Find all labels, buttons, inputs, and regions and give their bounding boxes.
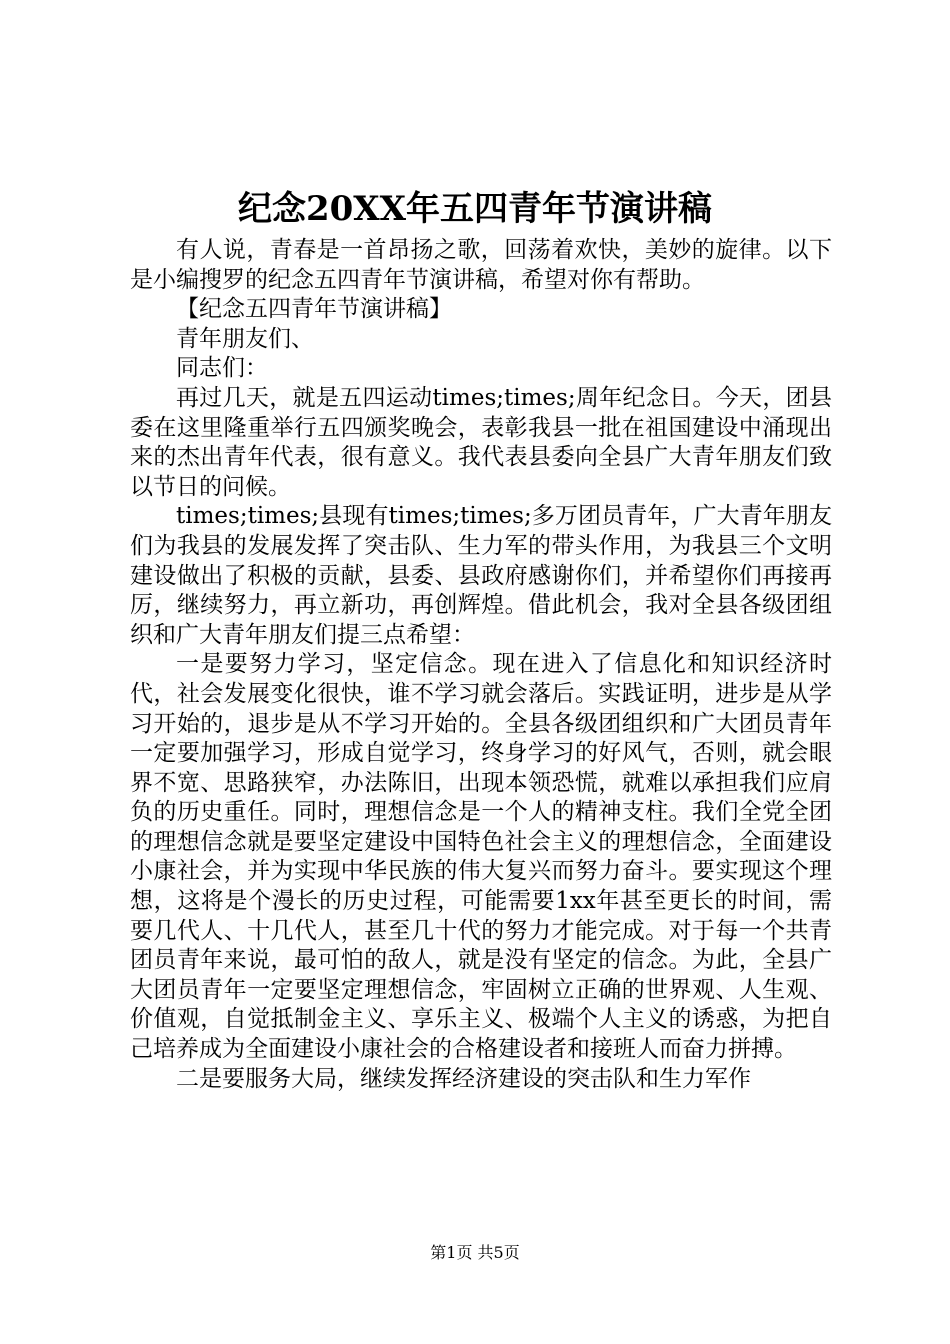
paragraph-salutation-comrades: 同志们： [176,355,268,382]
page-number-footer: 第1页 共5页 [430,1243,520,1262]
document-title: 纪念20XX年五四青年节演讲稿 [237,189,713,229]
paragraph-point-one: 一是要努力学习，坚定信念。现在进入了信息化和知识经济时代，社会发展变化很快，谁不学习就会落后。实践证明，进步是从学习开始的，退步是从不学习开始的。全县各级团组织和广大团员青年一定要加强学习，形成自觉学习，终身学习的好风气，否则，就会眼界不宽、思路狭窄，办法陈旧，出现本领恐慌，就难以承担我们应肩负的历史重任。同时，理想信念是一个人的精神支柱。我们全党全团的理想信念就是要坚定建设中国特色社会主义的理想信念，全面建设小康社会，并为实现中华民族的伟大复兴而努力奋斗。要实现这个理想，这将是个漫长的历史过程，可能需要1xx年甚至更长的时间，需要几代人、十几代人，甚至几十代的努力才能完成。对于每一个共青团员青年来说，最可怕的敌人，就是没有坚定的信念。为此，全县广大团员青年一定要坚定理想信念，牢固树立正确的世界观、人生观、价值观，自觉抵制金主义、享乐主义、极端个人主义的诱惑，为把自己培养成为全面建设小康社会的合格建设者和接班人而奋力拼搏。 [130,651,832,1063]
document-body [130,236,832,1094]
paragraph-salutation-youth: 青年朋友们、 [176,325,314,352]
paragraph-heading: 【纪念五四青年节演讲稿】 [176,296,452,323]
paragraph-point-two: 二是要服务大局，继续发挥经济建设的突击队和生力军作 [176,1065,751,1092]
paragraph-intro: 有人说，青春是一首昂扬之歌，回荡着欢快，美妙的旋律。以下是小编搜罗的纪念五四青年节演讲稿，希望对你有帮助。 [130,237,832,293]
paragraph-county-youth: times;times;县现有times;times;多万团员青年，广大青年朋友们为我县的发展发挥了突击队、生力军的带头作用，为我县三个文明建设做出了积极的贡献，县委、县政府感谢你们，并希望你们再接再厉，继续努力，再立新功，再创辉煌。借此机会，我对全县各级团组织和广大青年朋友们提三点希望： [130,503,832,648]
paragraph-anniversary: 再过几天，就是五四运动times;times;周年纪念日。今天，团县委在这里隆重举行五四颁奖晚会，表彰我县一批在祖国建设中涌现出来的杰出青年代表，很有意义。我代表县委向全县广大青年朋友们致以节日的问候。 [130,384,832,500]
